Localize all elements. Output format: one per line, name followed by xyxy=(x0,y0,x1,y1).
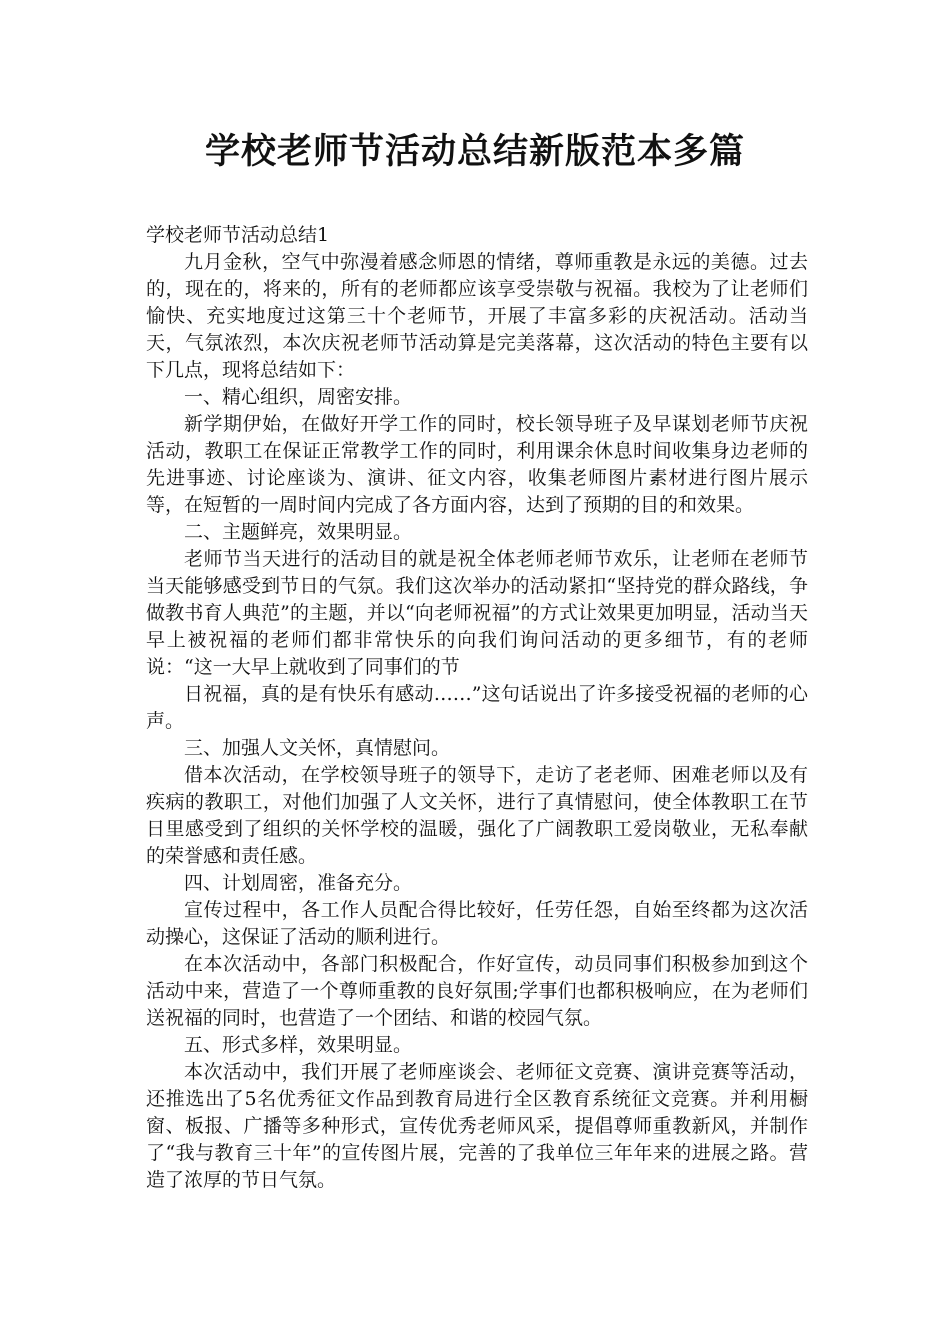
heading-planning: 四、计划周密，准备充分。 xyxy=(184,872,413,894)
paragraph-forms: 本次活动中，我们开展了老师座谈会、老师征文竞赛、演讲竞赛等活动，还推选出了5名优秀征文作品到教育局进行全区教育系统征文竞赛。并利用橱窗、板报、广播等多种形式，宣传优秀老师风采，提倡尊师重教新风，并制作了“我与教育三十年”的宣传图片展，完善的了我单位三年年来的进展之路。营造了浓厚的节日气氛。 xyxy=(146,1061,808,1191)
paragraph-planning: 宣传过程中，各工作人员配合得比较好，任劳任怨，自始至终都为这次活动操心，这保证了活动的顺利进行。 xyxy=(146,899,808,948)
heading-forms: 五、形式多样，效果明显。 xyxy=(184,1034,413,1056)
paragraph-intro: 九月金秋，空气中弥漫着感念师恩的情绪，尊师重教是永远的美德。过去的，现在的，将来的，所有的老师都应该享受崇敬与祝福。我校为了让老师们愉快、充实地度过这第三十个老师节，开展了丰富多彩的庆祝活动。活动当天，气氛浓烈，本次庆祝老师节活动算是完美落幕，这次活动的特色主要有以下几点，现将总结如下： xyxy=(146,251,808,381)
paragraph-theme-continued: 日祝福，真的是有快乐有感动……”这句话说出了许多接受祝福的老师的心声。 xyxy=(146,683,808,732)
document-body xyxy=(146,222,808,1194)
paragraph-cooperation: 在本次活动中，各部门积极配合，作好宣传，动员同事们积极参加到这个活动中来，营造了一个尊师重教的良好氛围;学事们也都积极响应，在为老师们送祝福的同时，也营造了一个团结、和谐的校园气氛。 xyxy=(146,953,808,1029)
heading-organization: 一、精心组织，周密安排。 xyxy=(184,386,413,408)
paragraph-care: 借本次活动，在学校领导班子的领导下，走访了老老师、困难老师以及有疾病的教职工，对他们加强了人文关怀，进行了真情慰问，使全体教职工在节日里感受到了组织的关怀学校的温暖，强化了广阔教职工爱岗敬业，无私奉献的荣誉感和责任感。 xyxy=(146,764,808,867)
document-title: 学校老师节活动总结新版范本多篇 xyxy=(204,132,745,172)
paragraph-organization: 新学期伊始，在做好开学工作的同时，校长领导班子及早谋划老师节庆祝活动，教职工在保证正常教学工作的同时，利用课余休息时间收集身边老师的先进事迹、讨论座谈为、演讲、征文内容，收集老师图片素材进行图片展示等，在短暂的一周时间内完成了各方面内容，达到了预期的目的和效果。 xyxy=(146,413,808,516)
paragraph-theme: 老师节当天进行的活动目的就是祝全体老师老师节欢乐，让老师在老师节当天能够感受到节日的气氛。我们这次举办的活动紧扣“坚持党的群众路线，争做教书育人典范”的主题，并以“向老师祝福”的方式让效果更加明显，活动当天早上被祝福的老师们都非常快乐的向我们询问活动的更多细节，有的老师说：“这一大早上就收到了同事们的节 xyxy=(146,548,808,678)
heading-theme: 二、主题鲜亮，效果明显。 xyxy=(184,521,413,543)
heading-care: 三、加强人文关怀，真情慰问。 xyxy=(184,737,451,759)
section-subtitle: 学校老师节活动总结1 xyxy=(146,224,330,246)
